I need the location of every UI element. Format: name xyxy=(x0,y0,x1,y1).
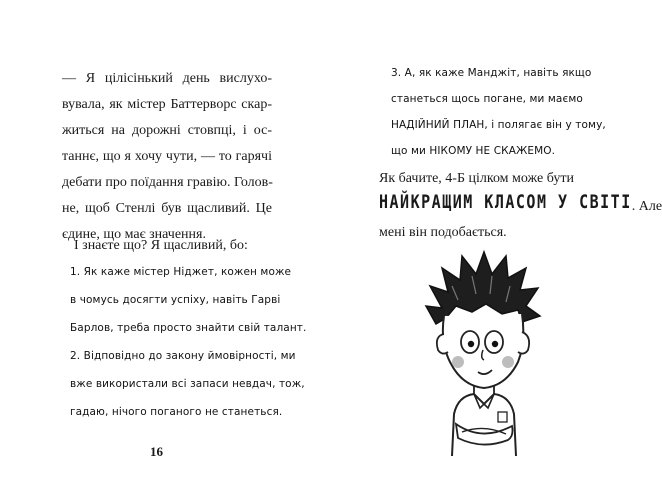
closing-paragraph xyxy=(379,166,662,246)
paragraph-line: мені він подобається. xyxy=(379,225,507,240)
list-line: 3. А, як каже Манджіт, навіть якщо xyxy=(391,67,592,79)
paragraph-line: єдине, що має значення. xyxy=(62,227,206,242)
list-line: що ми НІКОМУ НЕ СКАЖЕМО. xyxy=(391,145,556,157)
list-line: в чомусь досягти успіху, навіть Гарві xyxy=(70,294,281,306)
right-page xyxy=(320,0,662,492)
dialogue-paragraph xyxy=(62,66,272,248)
list-line: гадаю, нічого поганого не станеться. xyxy=(70,406,283,418)
list-line: НАДІЙНИЙ ПЛАН, і полягає він у тому, xyxy=(391,119,606,131)
paragraph-line: не, щоб Стенлі був щасливий. Це xyxy=(62,201,272,216)
handwritten-list xyxy=(70,258,306,426)
boy-spiky-hair-illustration xyxy=(422,246,542,456)
paragraph-line: дебати про поїдання гравію. Голов- xyxy=(62,175,273,190)
list-line: 2. Відповідно до закону ймовірності, ми xyxy=(70,350,296,362)
list-intro: І знаєте що? Я щасливий, бо: xyxy=(74,238,248,253)
paragraph-line: таннє, що я хочу чути, — то гарячі xyxy=(62,149,272,164)
left-page xyxy=(0,0,320,492)
list-line: вже використали всі запаси невдач, тож, xyxy=(70,378,305,390)
paragraph-line xyxy=(379,192,662,220)
paragraph-fragment: . Але xyxy=(631,199,662,214)
paragraph-line: житься на дорожні стовпці, і ос- xyxy=(62,123,272,138)
paragraph-line: Як бачите, 4-Б цілком може бути xyxy=(379,171,574,186)
handwritten-list xyxy=(391,60,606,164)
list-line: станеться щось погане, ми маємо xyxy=(391,93,583,105)
list-line: Барлов, треба просто знайти свій талант. xyxy=(70,322,307,334)
page-number: 16 xyxy=(150,444,163,459)
list-line: 1. Як каже містер Ніджет, кожен може xyxy=(70,266,292,278)
paragraph-line: — Я цілісінький день вислухо- xyxy=(62,71,272,86)
emphasis-text: НАЙКРАЩИМ КЛАСОМ У СВІТІ xyxy=(379,190,632,213)
paragraph-line: вувала, як містер Баттерворс скар- xyxy=(62,97,272,112)
